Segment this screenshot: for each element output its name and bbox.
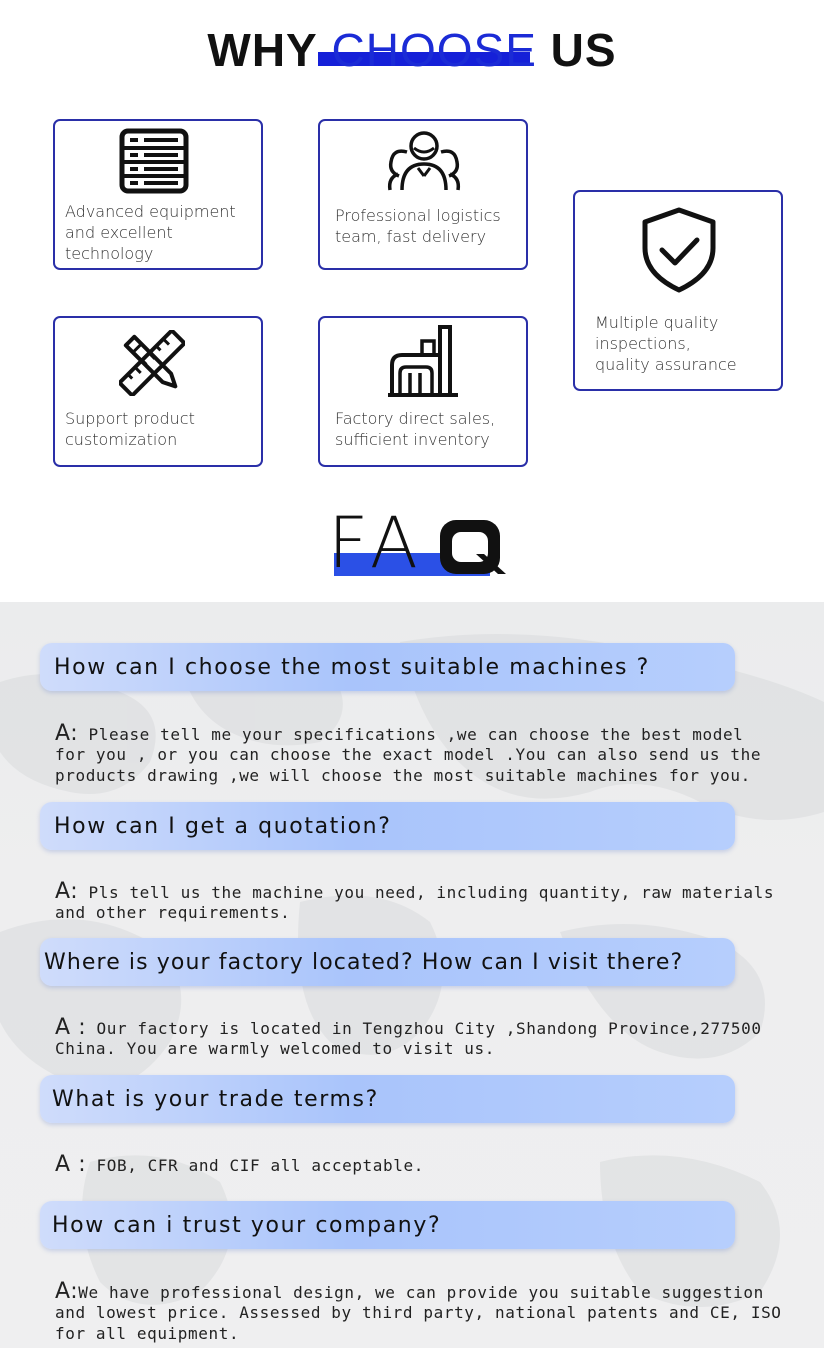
- faq-question: How can I choose the most suitable machines ?: [54, 655, 650, 680]
- server-list-icon: [118, 128, 190, 194]
- card-label: Support product customization: [65, 409, 195, 449]
- answer-text: Please tell me your specifications ,we can choose the best model for you , or you can choose the exact model .You can also send us the products drawing ,we will choose the most suitable machines for you.: [55, 724, 762, 785]
- card-label: Factory direct sales, sufficient inventory: [335, 409, 496, 449]
- faq-answer: [55, 997, 762, 1060]
- answer-prefix: A :: [55, 1014, 87, 1040]
- ruler-pencil-icon: [119, 330, 185, 396]
- faq-answer: [55, 1134, 424, 1176]
- feature-card-equipment: [53, 119, 263, 270]
- feature-card-customization: [53, 316, 263, 467]
- why-choose-us-title: WHY CHOOSE US: [207, 24, 617, 76]
- card-label: Professional logistics team, fast delivery: [335, 206, 501, 246]
- answer-text: Pls tell us the machine you need, including quantity, raw materials and other requirements.: [55, 882, 775, 922]
- faq-title: FA: [328, 502, 426, 584]
- faq-answer: [55, 861, 774, 924]
- shield-check-icon: [639, 206, 719, 294]
- answer-prefix: A:: [55, 878, 79, 904]
- answer-prefix: A :: [55, 1151, 87, 1177]
- feature-card-logistics: [318, 119, 528, 270]
- svg-text:Q: Q: [438, 518, 439, 519]
- faq-answer: [55, 1261, 782, 1344]
- answer-text: Our factory is located in Tengzhou City ,Shandong Province,277500 China. You are warmly welcomed to visit us.: [55, 1018, 762, 1058]
- answer-text: We have professional design, we can provide you suitable suggestion and lowest price. Assessed by third party, national patents and CE, ISO for all equipment.: [55, 1282, 782, 1343]
- feature-card-factory: [318, 316, 528, 467]
- faq-question: What is your trade terms?: [52, 1087, 379, 1112]
- faq-question: Where is your factory located? How can I visit there?: [44, 950, 684, 975]
- faq-answer: [55, 703, 761, 786]
- answer-prefix: A:: [55, 1278, 79, 1304]
- card-label: Advanced equipment and excellent technology: [65, 202, 236, 263]
- faq-question: How can I get a quotation?: [54, 814, 392, 839]
- answer-prefix: A:: [55, 720, 79, 746]
- feature-card-quality: [573, 190, 783, 391]
- answer-text: FOB, CFR and CIF all acceptable.: [86, 1155, 424, 1175]
- card-label: Multiple quality inspections, quality assurance: [595, 313, 737, 374]
- faq-question: How can i trust your company?: [52, 1213, 442, 1238]
- team-icon: [384, 126, 464, 196]
- factory-icon: [388, 323, 460, 401]
- faq-q-letter: [438, 518, 508, 578]
